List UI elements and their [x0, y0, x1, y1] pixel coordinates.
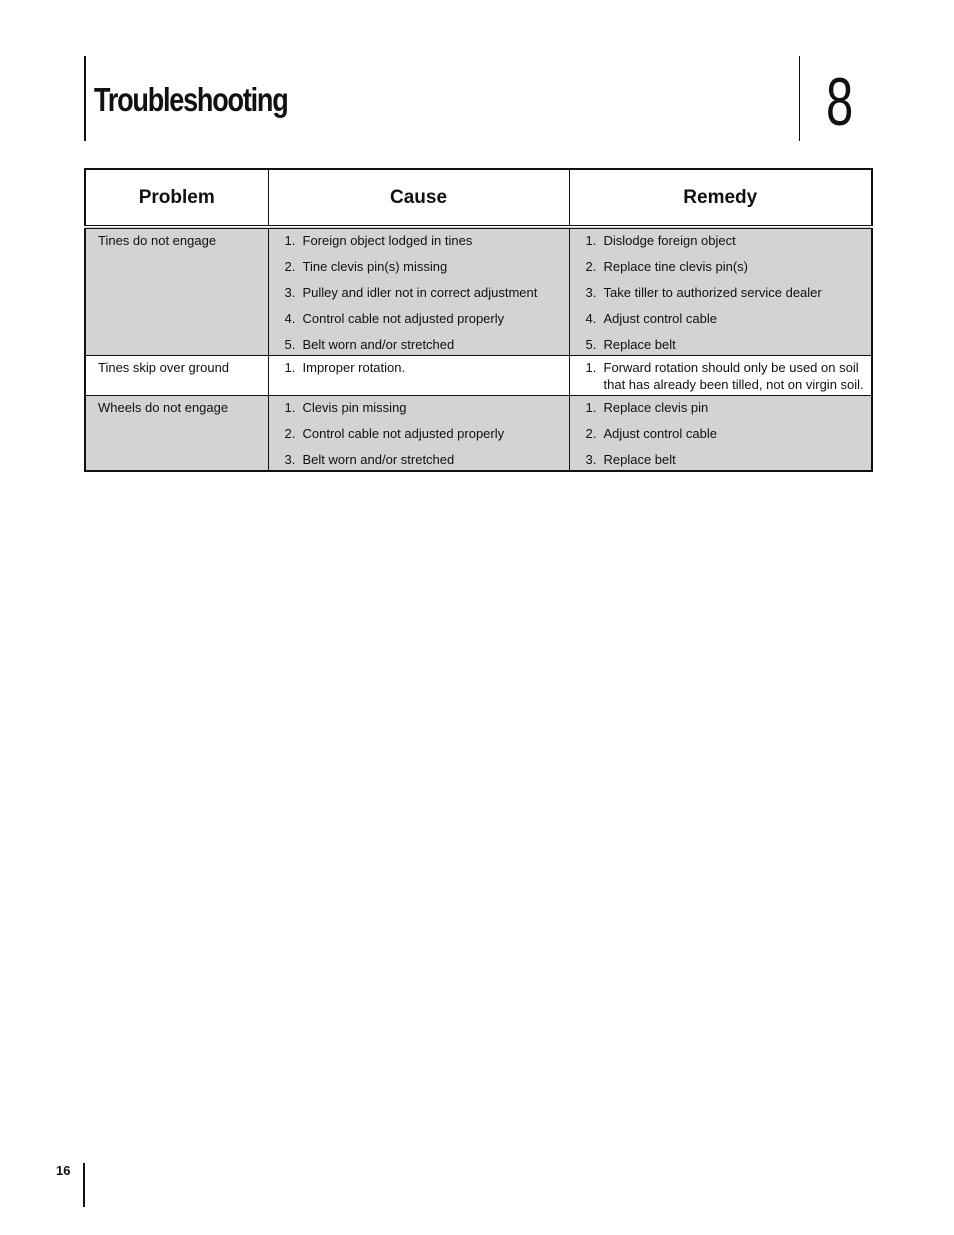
list-item: 1. Improper rotation. [284, 360, 406, 375]
problem-cell: Wheels do not engage [85, 396, 268, 472]
list-item: 3. Pulley and idler not in correct adjustment [284, 285, 538, 300]
list-item: 1. Clevis pin missing [284, 400, 407, 415]
table-row [85, 396, 872, 472]
list-item: 2. Tine clevis pin(s) missing [284, 259, 448, 274]
cause-cell [268, 227, 569, 356]
list-item: 1. Foreign object lodged in tines [284, 233, 473, 248]
cause-cell [268, 396, 569, 472]
list-item: 2. Replace tine clevis pin(s) [585, 259, 749, 274]
list-item: 5. Replace belt [585, 337, 676, 352]
list-item: 2. Adjust control cable [585, 426, 717, 441]
header-rule-left [84, 56, 86, 141]
list-item: 1. Forward rotation should only be used on soil that has already been tilled, not on virgin soil. [585, 360, 864, 392]
table-row [85, 356, 872, 396]
remedy-cell [569, 396, 872, 472]
header-remedy: Remedy [569, 169, 872, 227]
problem-cell: Tines do not engage [85, 227, 268, 356]
cause-cell [268, 356, 569, 396]
list-item: 4. Control cable not adjusted properly [284, 311, 505, 326]
list-item: 1. Replace clevis pin [585, 400, 709, 415]
page-title: Troubleshooting [94, 81, 288, 118]
remedy-cell [569, 227, 872, 356]
list-item: 2. Control cable not adjusted properly [284, 426, 505, 441]
list-item: 3. Take tiller to authorized service dealer [585, 285, 822, 300]
list-item: 3. Replace belt [585, 452, 676, 467]
page-number: 16 [56, 1163, 71, 1178]
list-item: 1. Dislodge foreign object [585, 233, 736, 248]
header-problem: Problem [85, 169, 268, 227]
footer-rule [83, 1163, 85, 1207]
header-cause: Cause [268, 169, 569, 227]
table-header-row [85, 169, 872, 227]
list-item: 5. Belt worn and/or stretched [284, 337, 455, 352]
list-item: 4. Adjust control cable [585, 311, 717, 326]
table-row [85, 227, 872, 356]
remedy-cell [569, 356, 872, 396]
chapter-number: 8 [826, 64, 854, 140]
list-item: 3. Belt worn and/or stretched [284, 452, 455, 467]
problem-cell: Tines skip over ground [85, 356, 268, 396]
troubleshooting-table [84, 168, 873, 472]
header-rule-right [799, 56, 800, 141]
